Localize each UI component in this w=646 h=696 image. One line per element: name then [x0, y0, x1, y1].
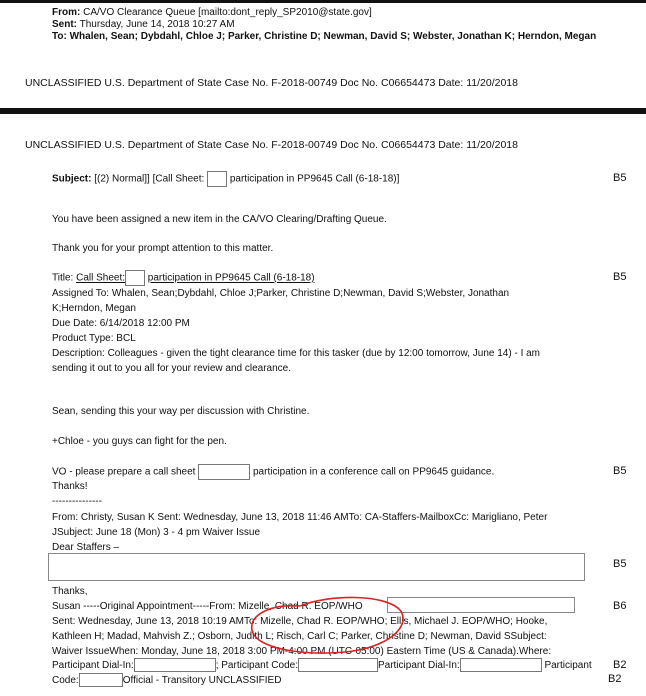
vo-before: VO - please prepare a call sheet: [52, 466, 196, 478]
sent-label: Sent:: [52, 19, 77, 30]
red-ink-stroke: [252, 597, 403, 653]
sean-line: Sean, sending this your way per discussion with Christine.: [52, 406, 310, 417]
dial-in-label-1: Participant Dial-In:: [52, 660, 134, 671]
thanks-comma: Thanks,: [52, 586, 88, 597]
exemption-code-b5: B5: [613, 465, 627, 477]
subject-label: Subject:: [52, 173, 92, 185]
vo-after: participation in a conference call on PP9645 guidance.: [252, 466, 495, 478]
forward-line-1: From: Christy, Susan K Sent: Wednesday, June 13, 2018 11:46 AMTo: CA-Staffers-MailboxCc: Marigliano, Peter: [52, 512, 548, 523]
code-label: Code:: [52, 675, 79, 686]
dial-in-label-2: Participant Dial-In:: [377, 660, 460, 671]
forward-line-2: JSubject: June 18 (Mon) 3 - 4 pm Waiver Issue: [52, 527, 261, 538]
thanks-line: Thank you for your prompt attention to this matter.: [52, 243, 274, 254]
to-label: To:: [52, 31, 67, 42]
to-value: Whalen, Sean; Dybdahl, Chloe J; Parker, Christine D; Newman, David S; Webster, Jonathan K; Herndon, Megan: [69, 31, 597, 42]
divider-line: ---------------: [52, 496, 102, 507]
description-line-1: Description: Colleagues - given the tight clearance time for this tasker (due by 12:00 tomorrow, June 14) - I am: [52, 348, 541, 359]
assigned-to-line-2: K;Herndon, Megan: [52, 303, 136, 314]
product-type: Product Type: BCL: [52, 333, 136, 344]
exemption-code-b5: B5: [613, 558, 627, 570]
sent-line: Sent: Wednesday, June 13, 2018 10:19 AMTo: Mizelle, Chad R. EOP/WHO; Ellis, Michael J. EOP/WHO; Hooke,: [52, 616, 548, 627]
subject-before: [(2) Normal]] [Call Sheet:: [94, 173, 205, 185]
title-before: Call Sheet:: [76, 272, 126, 284]
from-value: CA/VO Clearance Queue [mailto:dont_reply_SP2010@state.gov]: [83, 7, 372, 18]
subject-after: participation in PP9645 Call (6-18-18)]: [229, 173, 400, 185]
exemption-code-b5: B5: [613, 271, 627, 283]
susan-line: Susan -----Original Appointment-----From: Mizelle, Chad R. EOP/WHO: [52, 601, 363, 612]
chloe-line: +Chloe - you guys can fight for the pen.: [52, 436, 227, 447]
page-marking-second: UNCLASSIFIED U.S. Department of State Case No. F-2018-00749 Doc No. C06654473 Date: 11/20/2018: [25, 139, 518, 151]
exemption-code-b2: B2: [608, 673, 622, 685]
due-date: Due Date: 6/14/2018 12:00 PM: [52, 318, 190, 329]
footer-text: Official - Transitory UNCLASSIFIED: [122, 675, 282, 686]
description-line-2: sending it out to you all for your review and clearance.: [52, 363, 292, 374]
title-after: participation in PP9645 Call (6-18-18): [147, 272, 315, 284]
participant-label: Participant: [544, 660, 592, 671]
dear-staffers: Dear Staffers –: [52, 542, 120, 553]
from-label: From:: [52, 7, 81, 18]
title-label: Title:: [52, 272, 74, 284]
page-marking-top: UNCLASSIFIED U.S. Department of State Case No. F-2018-00749 Doc No. C06654473 Date: 11/20/2018: [25, 77, 518, 89]
exemption-code-b5: B5: [613, 172, 627, 184]
waiver-line: Waiver IssueWhen: Monday, June 18, 2018 3:00 PM-4:00 PM (UTC-05:00) Eastern Time (US & Canada).Where:: [52, 646, 552, 657]
assigned-to-line-1: Assigned To: Whalen, Sean;Dybdahl, Chloe J;Parker, Christine D;Newman, David S;Webster, Jonathan: [52, 288, 510, 299]
exemption-code-b6: B6: [613, 600, 627, 612]
exemption-code-b2: B2: [613, 659, 627, 671]
sent-value: Thursday, June 14, 2018 10:27 AM: [79, 19, 235, 30]
participant-code-label: ; Participant Code:: [215, 660, 298, 671]
thanks-exclaim: Thanks!: [52, 481, 88, 492]
recipients-line: Kathleen H; Madad, Mahvish Z.; Osborn, Judith L; Risch, Carl C; Parker, Christine D; Newman, David SSubject:: [52, 631, 547, 642]
assigned-line: You have been assigned a new item in the CA/VO Clearing/Drafting Queue.: [52, 214, 387, 225]
